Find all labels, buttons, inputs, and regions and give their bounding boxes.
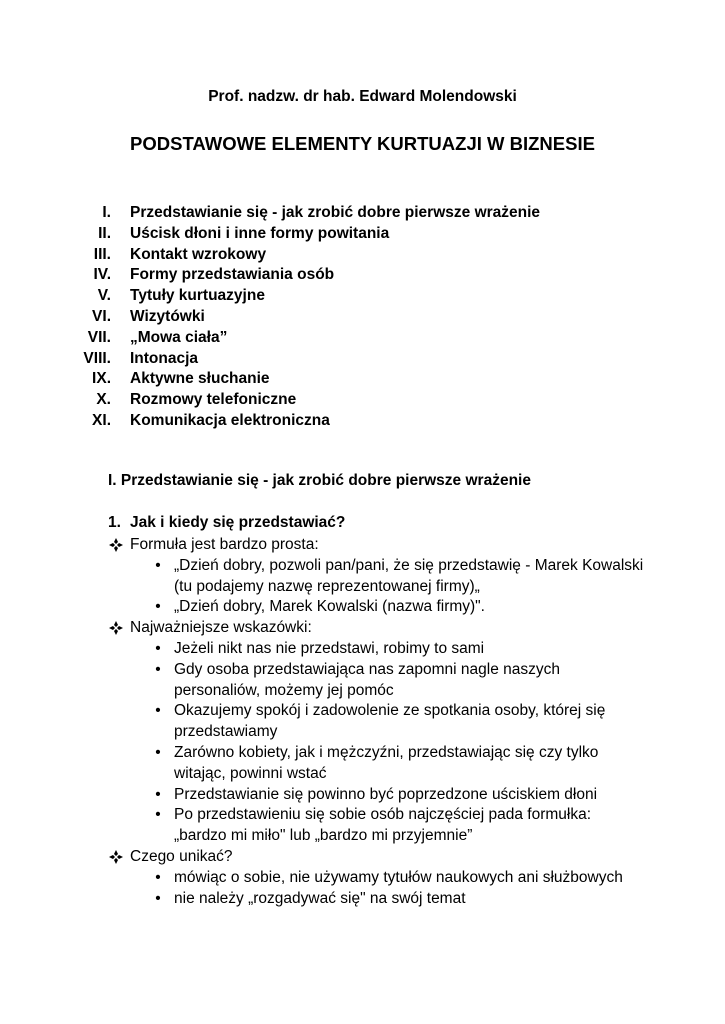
list-item: [0, 805, 644, 847]
toc-number: III.: [93, 245, 111, 263]
list-item-text: „Dzień dobry, Marek Kowalski (nazwa firmy)".: [174, 598, 485, 616]
toc-item: [0, 286, 725, 307]
list-item-text: Przedstawianie się powinno być poprzedzone uściskiem dłoni: [174, 785, 598, 803]
four-diamond-icon: [108, 535, 124, 556]
toc-label: Komunikacja elektroniczna: [130, 411, 330, 429]
list-item-text: Zarówno kobiety, jak i mężczyźni, przedstawiając się czy tylko witając, powinni wstać: [174, 743, 599, 782]
toc-item: [0, 307, 725, 328]
bullet-dot-icon: •: [155, 702, 161, 720]
group-heading: [0, 535, 725, 556]
toc-item: [0, 349, 725, 370]
list-item: [0, 889, 644, 910]
list-item: [0, 556, 644, 598]
toc-item: [0, 390, 725, 411]
author-line: Prof. nadzw. dr hab. Edward Molendowski: [208, 88, 517, 105]
group-heading: [0, 847, 725, 868]
group-label: Czego unikać?: [130, 847, 233, 865]
toc-label: „Mowa ciała”: [130, 328, 228, 346]
toc-number: I.: [102, 204, 111, 221]
question-heading: [108, 514, 345, 532]
bullet-dot-icon: •: [155, 743, 161, 761]
list-item: [0, 868, 644, 889]
toc-number: XI.: [92, 411, 111, 429]
bullet-dot-icon: •: [155, 639, 161, 657]
list-item-text: „Dzień dobry, pozwoli pan/pani, że się przedstawię - Marek Kowalski (tu podajemy nazwę reprezentowanej firmy)„: [174, 556, 644, 595]
list-item-text: Jeżeli nikt nas nie przedstawi, robimy to sami: [174, 639, 485, 657]
bullet-dot-icon: •: [155, 598, 161, 616]
four-diamond-icon: [108, 618, 124, 639]
table-of-contents: [0, 203, 725, 432]
toc-item: [0, 224, 725, 245]
toc-label: Intonacja: [130, 349, 199, 367]
toc-label: Formy przedstawiania osób: [130, 266, 335, 284]
group-heading: [0, 618, 725, 639]
bullet-dot-icon: •: [155, 889, 161, 907]
toc-item: [0, 369, 725, 390]
toc-item: [0, 411, 725, 432]
toc-number: VIII.: [83, 349, 111, 367]
group-label: Najważniejsze wskazówki:: [130, 619, 312, 637]
list-item-text: Okazujemy spokój i zadowolenie ze spotkania osoby, której się przedstawiamy: [174, 702, 606, 741]
toc-label: Uścisk dłoni i inne formy powitania: [130, 224, 390, 242]
bullet-dot-icon: •: [155, 806, 161, 824]
toc-number: II.: [98, 224, 111, 242]
toc-number: V.: [97, 287, 111, 305]
toc-label: Aktywne słuchanie: [130, 370, 270, 388]
list-item: [0, 743, 644, 785]
toc-label: Kontakt wzrokowy: [130, 245, 267, 263]
list-item-text: Gdy osoba przedstawiająca nas zapomni nagle naszych personaliów, możemy jej pomóc: [174, 660, 561, 699]
question-number: 1.: [108, 514, 121, 531]
toc-label: Wizytówki: [130, 307, 205, 325]
list-item: [0, 660, 644, 702]
group-label: Formuła jest bardzo prosta:: [130, 536, 319, 553]
bullet-dot-icon: •: [155, 556, 161, 574]
toc-number: IX.: [92, 370, 111, 388]
list-item: [0, 597, 644, 618]
bullet-dot-icon: •: [155, 868, 161, 886]
list-item-text: nie należy „rozgadywać się" na swój temat: [174, 889, 466, 907]
toc-item: [0, 245, 725, 266]
toc-number: VI.: [92, 307, 111, 325]
list-item: [0, 639, 644, 660]
toc-item: [0, 328, 725, 349]
toc-number: VII.: [87, 328, 111, 346]
question-text: Jak i kiedy się przedstawiać?: [130, 514, 346, 531]
toc-label: Przedstawianie się - jak zrobić dobre pierwsze wrażenie: [130, 204, 541, 221]
bullet-dot-icon: •: [155, 660, 161, 678]
toc-label: Rozmowy telefoniczne: [130, 391, 297, 409]
section-content: [0, 535, 725, 909]
toc-number: IV.: [93, 266, 111, 284]
bullet-dot-icon: •: [155, 785, 161, 803]
list-item-text: mówiąc o sobie, nie używamy tytułów naukowych ani służbowych: [174, 868, 623, 886]
toc-number: X.: [96, 391, 111, 409]
list-item-text: Po przedstawieniu się sobie osób najczęściej pada formułka: „bardzo mi miło" lub „bardzo mi przyjemnie”: [174, 806, 592, 845]
list-item: [0, 701, 644, 743]
toc-item: [0, 203, 725, 224]
document-title: PODSTAWOWE ELEMENTY KURTUAZJI W BIZNESIE: [130, 133, 595, 154]
section-heading: I. Przedstawianie się - jak zrobić dobre pierwsze wrażenie: [108, 472, 531, 489]
list-item: [0, 785, 644, 806]
toc-label: Tytuły kurtuazyjne: [130, 287, 265, 305]
toc-item: [0, 265, 725, 286]
four-diamond-icon: [108, 847, 124, 868]
